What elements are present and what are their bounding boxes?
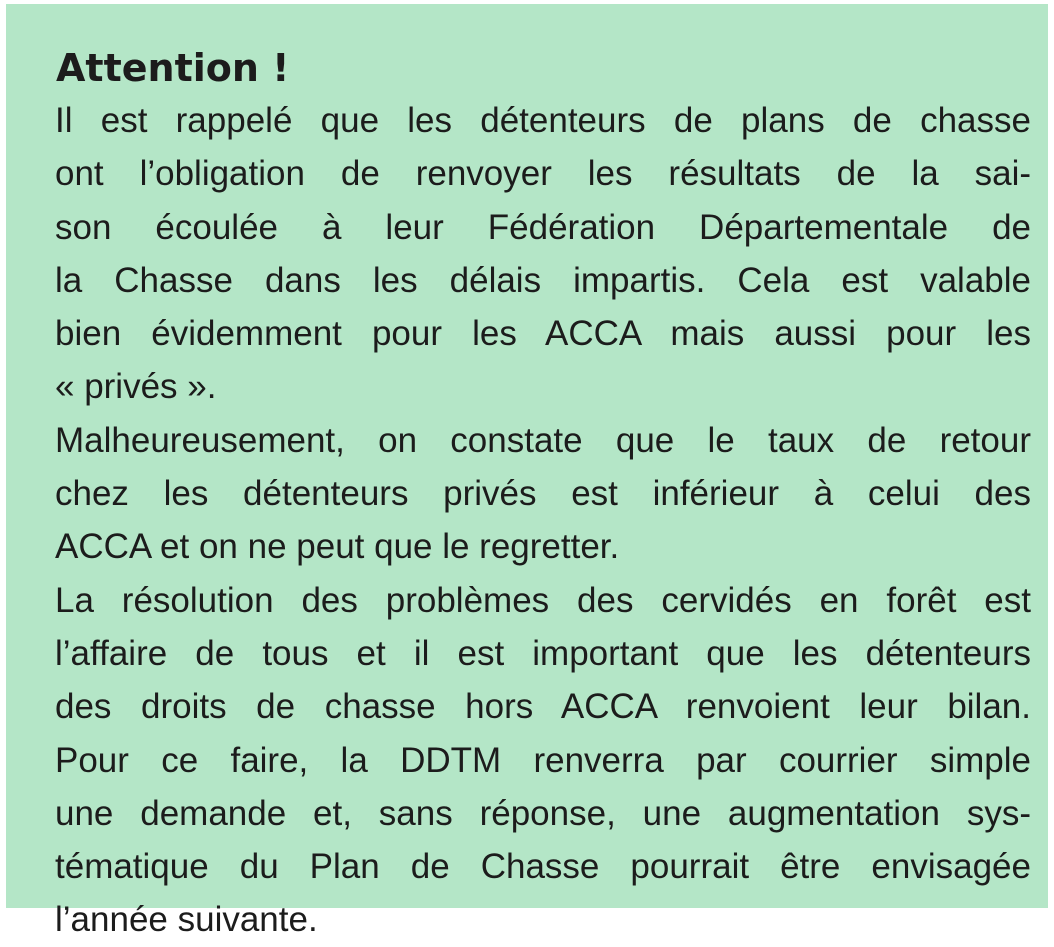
paragraph-1-line-1: Il est rappelé que les détenteurs de plans de chasse xyxy=(55,101,1031,140)
paragraph-3-line-7: l’année suivante. xyxy=(55,900,318,940)
paragraph-3-line-1: La résolution des problèmes des cervidés en forêt est xyxy=(55,580,1031,620)
paragraph-2-line-1: Malheureusement, on constate que le taux de retour xyxy=(55,420,1031,460)
paragraph-2-line-3: ACCA et on ne peut que le regretter. xyxy=(55,527,620,567)
paragraph-2-line-2: chez les détenteurs privés est inférieur à celui des xyxy=(55,474,1031,514)
paragraph-3-line-2: l’affaire de tous et il est important que les détenteurs xyxy=(55,633,1031,673)
notice-body xyxy=(55,94,1031,947)
notice-box xyxy=(6,4,1048,940)
paragraph-1-line-6: « privés ». xyxy=(55,367,217,407)
paragraph-1-line-5: bien évidemment pour les ACCA mais aussi pour les xyxy=(55,314,1031,354)
paragraph-3-line-5: une demande et, sans réponse, une augmentation sys- xyxy=(55,793,1031,833)
paragraph-3-line-6: tématique du Plan de Chasse pourrait être envisagée xyxy=(55,847,1031,887)
paragraph-3-line-3: des droits de chasse hors ACCA renvoient leur bilan. xyxy=(55,687,1031,727)
paragraph-1-line-3: son écoulée à leur Fédération Départementale de xyxy=(55,207,1031,247)
paragraph-1-line-2: ont l’obligation de renvoyer les résultats de la sai- xyxy=(55,154,1031,194)
paragraph-1-line-4: la Chasse dans les délais impartis. Cela est valable xyxy=(55,260,1031,300)
notice-title: Attention ! xyxy=(56,46,290,90)
paragraph-3-line-4: Pour ce faire, la DDTM renverra par courrier simple xyxy=(55,740,1031,780)
